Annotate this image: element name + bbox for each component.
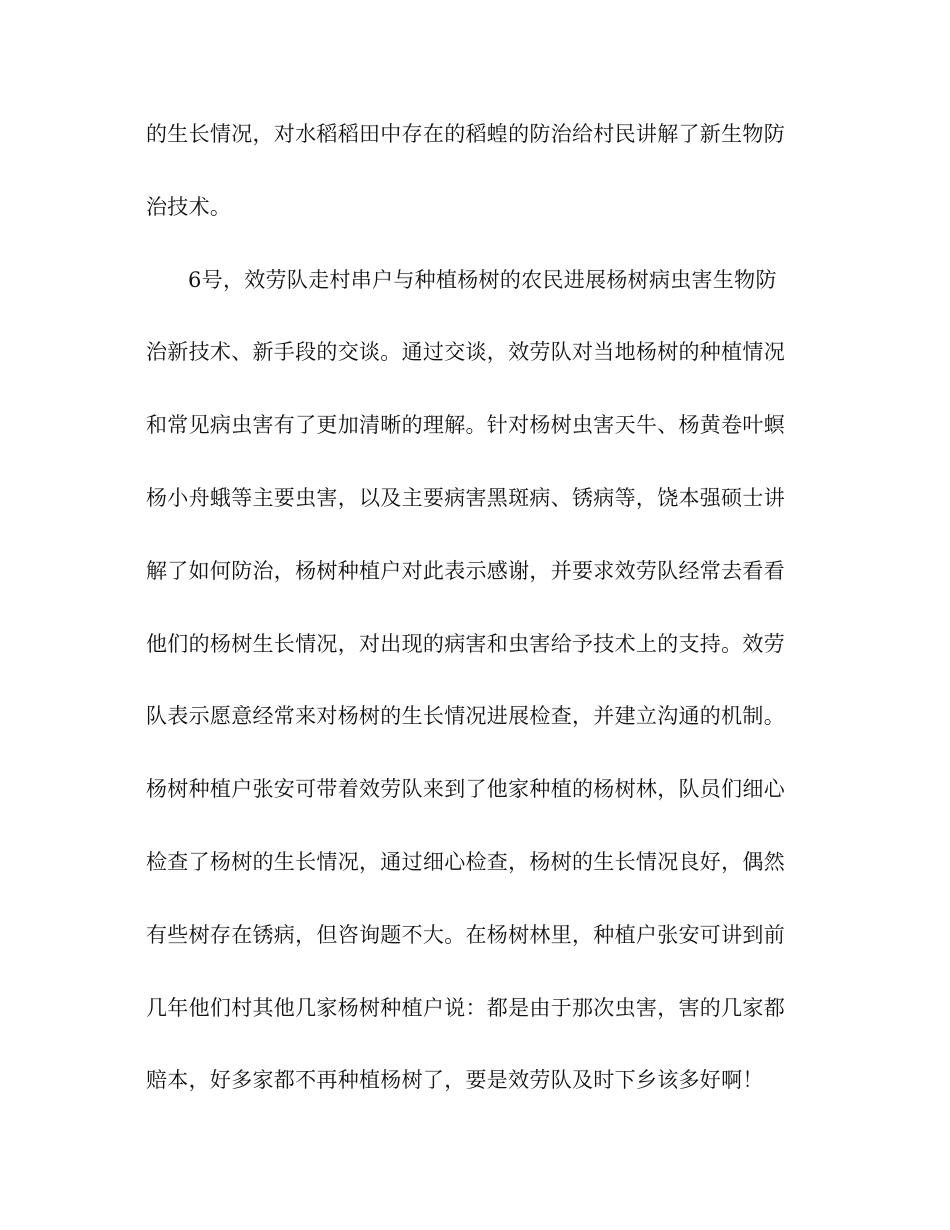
text-line: 解了如何防治，杨树种植户对此表示感谢，并要求效劳队经常去看看	[146, 558, 785, 583]
text-line: 队表示愿意经常来对杨树的生长情况进展检查，并建立沟通的机制。	[146, 704, 785, 729]
text-line: 杨小舟蛾等主要虫害，以及主要病害黑斑病、锈病等，饶本强硕士讲	[146, 485, 785, 510]
text-line: 治技术。	[146, 194, 232, 219]
text-line: 杨树种植户张安可带着效劳队来到了他家种植的杨树林，队员们细心	[146, 777, 785, 802]
text-line: 有些树存在锈病，但咨询题不大。在杨树林里，种植户张安可讲到前	[146, 922, 785, 947]
text-line: 和常见病虫害有了更加清晰的理解。针对杨树虫害天牛、杨黄卷叶螟	[146, 413, 785, 438]
text-line: 的生长情况，对水稻稻田中存在的稻蝗的防治给村民讲解了新生物防	[146, 122, 785, 146]
text-line: 治新技术、新手段的交谈。通过交谈，效劳队对当地杨树的种植情况	[146, 340, 785, 365]
text-line: 几年他们村其他几家杨树种植户说：都是由于那次虫害，害的几家都	[146, 995, 785, 1020]
paragraph-first-line: 6号，效劳队走村串户与种植杨树的农民进展杨树病虫害生物防	[188, 267, 777, 292]
text-line: 他们的杨树生长情况，对出现的病害和虫害给予技术上的支持。效劳	[146, 631, 785, 656]
text-line: 检查了杨树的生长情况，通过细心检查，杨树的生长情况良好，偶然	[146, 849, 785, 874]
text-line: 赔本，好多家都不再种植杨树了，要是效劳队及时下乡该多好啊！	[146, 1068, 764, 1093]
body-text	[146, 122, 806, 1141]
